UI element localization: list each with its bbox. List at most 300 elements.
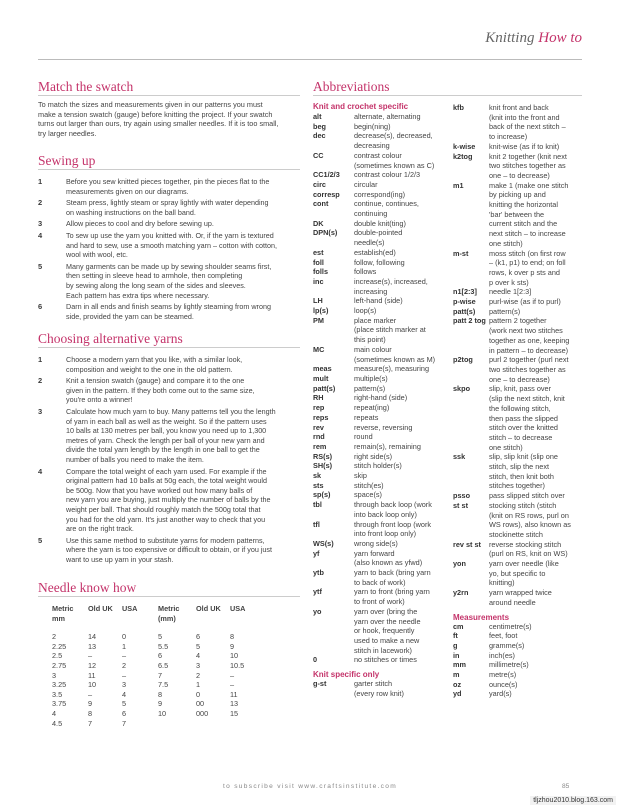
abbreviation-meaning — [489, 249, 566, 288]
needle-table-cell: – — [122, 670, 127, 680]
needle-table-cell: 10 — [158, 708, 167, 718]
abbreviation-meaning-line: follow, following — [354, 257, 405, 267]
abbreviation-term: patt(s) — [453, 306, 476, 316]
abbreviation-meaning-line: through back loop (work — [354, 500, 432, 510]
abbreviation-term: st st — [453, 500, 469, 510]
abbreviation-term: LH — [313, 296, 323, 306]
needle-table-cell: 2.75 — [52, 660, 67, 670]
abbreviation-meaning — [354, 393, 407, 403]
abbreviation-entry — [453, 559, 583, 588]
needle-table-cell: 1 — [122, 641, 127, 651]
abbreviation-meaning — [354, 403, 389, 413]
abbreviations-rule — [313, 95, 582, 96]
needle-table-cell: 4 — [196, 651, 201, 661]
abbreviation-meaning-line: two stitches together as — [489, 364, 566, 374]
needle-table-row — [52, 719, 260, 729]
list-item-line: new yarn you are buying, just multiply the number of balls by the — [66, 495, 271, 505]
abbreviation-meaning — [354, 122, 391, 132]
abbreviation-meaning-line: pattern(s) — [354, 383, 386, 393]
needle-table-row — [52, 690, 260, 700]
needle-table-cell: 8 — [158, 689, 163, 699]
abbreviation-term: kfb — [453, 103, 464, 112]
needle-table-cell: 7 — [158, 670, 163, 680]
abbreviation-entry — [313, 393, 447, 403]
abbreviation-meaning-line: begin(ning) — [354, 121, 391, 131]
needle-table-cell: 9 — [158, 699, 163, 709]
abbreviation-meaning-line: stitches together) — [489, 481, 545, 491]
abbreviation-term: ytf — [313, 587, 322, 597]
abbreviation-meaning-line: to back of work) — [354, 577, 406, 587]
abbreviation-entry — [313, 258, 447, 268]
needle-table-cell: 15 — [230, 708, 239, 718]
choosing-yarns-list — [38, 355, 308, 575]
abbreviation-meaning — [354, 277, 428, 296]
abbreviation-term: n1[2:3] — [453, 287, 477, 297]
abbreviation-meaning — [354, 296, 403, 306]
abbreviation-meaning-line: reverse stocking stitch — [489, 539, 562, 549]
abbreviation-entry — [313, 587, 447, 606]
needle-table-cell: 4 — [52, 708, 57, 718]
abbreviation-meaning-line: right-hand (side) — [354, 393, 408, 403]
abbreviation-term: MC — [313, 344, 325, 354]
needle-table-cell: 2.5 — [52, 651, 63, 661]
list-item-line: wool with wool, etc. — [66, 250, 128, 260]
abbreviation-meaning-line: or hook, frequently — [354, 626, 415, 636]
list-item-line: where the yarn is too expensive or difficult to obtain, or if you just — [66, 545, 273, 555]
list-item-line: Each pattern has extra tips where necessary. — [66, 290, 210, 300]
abbreviation-meaning-line: circular — [354, 179, 378, 189]
needle-column-header: Metric mm — [52, 604, 74, 623]
needle-table-cell: 3.25 — [52, 680, 67, 690]
list-item-line: Darn in all ends and finish seams by lightly steaming from wrong — [66, 302, 271, 312]
abbreviation-entry — [453, 641, 583, 651]
abbreviation-entry — [313, 423, 447, 433]
abbreviation-meaning — [354, 655, 417, 665]
needle-table-cell: 9 — [88, 699, 93, 709]
list-item-text — [66, 467, 306, 534]
list-item-line: be 500g. Now that you have worked out how many balls of — [66, 485, 253, 495]
abbreviation-entry — [313, 190, 447, 200]
abbreviation-entry — [313, 481, 447, 491]
needle-table-cell: 4 — [122, 689, 127, 699]
abbreviation-meaning-line: the following stitch, — [489, 403, 551, 413]
list-item-line: Before you sew knitted pieces together, pin the pieces flat to the — [66, 177, 270, 186]
list-item-text — [66, 262, 306, 300]
needle-table-cell: 5 — [158, 632, 163, 642]
abbreviation-term: lp(s) — [313, 306, 329, 316]
abbreviation-term: beg — [313, 121, 326, 131]
abbreviation-entry — [313, 539, 447, 549]
abbreviation-term: circ — [313, 179, 326, 189]
abbreviation-meaning — [354, 112, 421, 122]
list-item-line: original pattern had 10 balls at 50g each, the total weight would — [66, 476, 267, 486]
abbreviation-entry — [313, 500, 447, 519]
abbreviation-term: mult — [313, 373, 329, 383]
needle-table-cell: – — [88, 651, 93, 661]
abbreviation-entry — [313, 374, 447, 384]
list-item-text — [66, 355, 306, 374]
abbreviation-meaning-line: make 1 (make one stitch — [489, 180, 569, 190]
needle-table-cell: 11 — [230, 689, 238, 699]
abbreviation-entry — [453, 670, 583, 680]
abbreviation-meaning-line: multiple(s) — [354, 373, 388, 383]
abbreviation-meaning-line: no stitches or times — [354, 655, 417, 665]
list-item-line: Use this same method to substitute yarns for modern patterns, — [66, 535, 265, 545]
abbreviation-meaning-line: in pattern – to decrease) — [489, 345, 569, 355]
page-number: 85 — [562, 783, 570, 790]
needle-know-how-heading: Needle know how — [38, 580, 137, 595]
match-swatch-line: turns out larger than ours, try again using smaller needles. If it is too small, — [38, 119, 279, 129]
needle-table-cell: 9 — [230, 641, 235, 651]
abbreviation-meaning-line: place marker — [354, 315, 397, 325]
abbreviation-meaning-line: purl 2 together (purl next — [489, 355, 569, 365]
match-swatch-line: To match the sizes and measurements given in our patterns you must — [38, 100, 263, 109]
needle-table-row — [52, 709, 260, 719]
list-item-line: To sew up use the yarn you knitted with. Or, if the yarn is textured — [66, 231, 274, 240]
abbreviation-entry — [453, 680, 583, 690]
needle-table-cell: 3.75 — [52, 699, 67, 709]
abbreviation-term: rev — [313, 422, 324, 432]
needle-table-row — [52, 680, 260, 690]
abbreviation-meaning — [489, 355, 569, 384]
abbreviation-term: patt(s) — [313, 383, 336, 393]
abbreviation-meaning — [354, 364, 429, 374]
abbreviation-term: dec — [313, 131, 326, 141]
needle-table-cell: – — [122, 651, 127, 661]
abbreviation-entry — [453, 501, 583, 540]
list-item-text — [66, 231, 306, 260]
abbreviation-entry — [313, 452, 447, 462]
abbreviation-meaning-line: this point) — [354, 335, 386, 345]
list-item-line: want to use up yarn in your stash. — [66, 554, 174, 564]
abbreviation-meaning-line: right side(s) — [354, 451, 393, 461]
abbreviation-entry — [453, 452, 583, 491]
list-number: 4 — [38, 466, 43, 476]
list-number: 2 — [38, 198, 43, 208]
list-item-line: Steam press, lightly steam or spray lightly with water depending — [66, 198, 269, 208]
abbreviation-term: mm — [453, 660, 466, 670]
abbreviation-entry — [453, 622, 583, 632]
abbreviation-meaning — [489, 452, 558, 491]
abbreviation-meaning — [354, 442, 421, 452]
abbreviation-meaning — [489, 384, 565, 452]
list-number: 5 — [38, 535, 43, 545]
abbreviation-term: cont — [313, 199, 329, 209]
abbreviation-term: yo — [313, 606, 322, 616]
needle-table-cell: 2.25 — [52, 641, 67, 651]
match-swatch-heading: Match the swatch — [38, 79, 134, 94]
abbreviation-meaning-line: wrong side(s) — [354, 538, 398, 548]
abbreviation-meaning — [354, 423, 412, 433]
list-item-line: composition and weight to the one in the old pattern. — [66, 364, 233, 374]
page-footer — [0, 783, 620, 790]
abbreviation-entry — [313, 122, 447, 132]
abbreviation-entry — [313, 607, 447, 656]
list-item-line: Knit a tension swatch (gauge) and compare it to the one — [66, 376, 245, 386]
abbreviation-term: sp(s) — [313, 490, 331, 500]
abbreviation-entry — [313, 549, 447, 568]
list-item-line: Choose a modern yarn that you like, with a similar look, — [66, 355, 243, 364]
abbreviation-meaning — [354, 199, 419, 218]
abbreviation-meaning-line: WS rows), also known as — [489, 520, 571, 530]
needle-table-cell: 10 — [88, 680, 97, 690]
abbreviation-entry — [453, 307, 583, 317]
abbreviation-meaning-line: yarn forward — [354, 548, 395, 558]
list-item-line: you had for the old yarn. It's just another way to check that you — [66, 514, 266, 524]
abbreviation-entry — [313, 306, 447, 316]
needle-column-header: USA — [122, 604, 138, 613]
list-item-text — [66, 302, 306, 321]
needle-table-cell: 6 — [196, 632, 201, 642]
abbreviation-term: 0 — [313, 655, 318, 665]
abbreviation-meaning-line: (work next two stitches — [489, 326, 563, 336]
abbreviation-entry — [453, 249, 583, 288]
abbreviation-entry — [453, 660, 583, 670]
abbreviation-meaning-line: main colour — [354, 344, 392, 354]
match-swatch-line: try larger needles. — [38, 128, 97, 138]
needle-table-header — [52, 604, 260, 632]
abbreviation-term: est — [313, 247, 324, 257]
needle-table-cell: 0 — [196, 689, 201, 699]
abbreviation-meaning-line: then pass the slipped — [489, 413, 558, 423]
needle-table-row — [52, 632, 260, 642]
abbreviation-meaning-line: into front loop only) — [354, 529, 417, 539]
abbreviation-meaning — [489, 680, 517, 690]
sewing-up-rule — [38, 169, 300, 170]
abbreviation-meaning-line: rows, k over p sts and — [489, 267, 560, 277]
abbreviation-meaning-line: together as one, keeping — [489, 335, 570, 345]
abbreviation-term: k-wise — [453, 141, 476, 151]
abbreviation-entry — [453, 631, 583, 641]
abbreviation-meaning-line: repeats — [354, 412, 379, 422]
abbreviation-meaning — [489, 622, 532, 632]
abbreviation-meaning — [489, 651, 515, 661]
abbreviation-meaning-line: loop(s) — [354, 306, 377, 316]
list-item-line: number of balls you need to make the item. — [66, 454, 204, 464]
needle-table-cell: 12 — [88, 660, 97, 670]
abbreviation-meaning-line: (place stitch marker at — [354, 325, 426, 335]
needle-table-row — [52, 699, 260, 709]
abbreviation-meaning — [354, 190, 405, 200]
abbreviation-meaning — [354, 587, 430, 606]
abbreviation-entry — [313, 679, 447, 698]
abbreviation-entry — [313, 364, 447, 374]
abbreviation-meaning-line: (purl on RS, knit on WS) — [489, 549, 568, 559]
abbreviation-entry — [453, 355, 583, 384]
abbreviation-meaning — [354, 549, 422, 568]
abbreviation-meaning-line: gramme(s) — [489, 640, 525, 650]
abbreviation-entry — [453, 152, 583, 181]
list-number: 1 — [38, 355, 43, 364]
list-item-line: of yarn in each ball as well as the weight. So if the pattern uses — [66, 416, 267, 426]
abbreviation-meaning-line: left-hand (side) — [354, 296, 403, 306]
needle-table-row — [52, 651, 260, 661]
abbreviation-term: m1 — [453, 180, 464, 190]
needle-size-table — [52, 604, 260, 728]
sewing-up-heading: Sewing up — [38, 153, 96, 168]
abbreviation-meaning-line: used to make a new — [354, 635, 420, 645]
abbreviation-meaning-line: slip, slip knit (slip one — [489, 452, 558, 462]
abbreviation-meaning-line: yarn over the needle — [354, 616, 421, 626]
abbreviation-meaning — [354, 432, 373, 442]
abbreviation-entry — [313, 219, 447, 229]
abbreviation-term: sts — [313, 480, 324, 490]
abbreviation-meaning — [489, 689, 512, 699]
needle-table-row — [52, 671, 260, 681]
abbreviation-meaning-line: knit-wise (as if to knit) — [489, 141, 560, 151]
abbreviation-meaning-line: knitting the horizontal — [489, 200, 558, 210]
abbreviation-meaning-line: stockinette stitch — [489, 529, 543, 539]
abbreviation-entry — [313, 296, 447, 306]
abbreviation-meaning-line: yarn to back (bring yarn — [354, 568, 431, 578]
abbreviation-meaning — [354, 267, 376, 277]
abbreviation-meaning — [489, 287, 531, 297]
needle-column-header: USA — [230, 604, 246, 613]
needle-table-cell: 7.5 — [158, 680, 169, 690]
abbreviation-entry — [313, 568, 447, 587]
needle-table-cell: 5 — [196, 641, 201, 651]
abbreviation-meaning — [354, 306, 376, 316]
abbreviation-meaning — [354, 248, 396, 258]
abbreviation-meaning-line: continue, continues, — [354, 199, 419, 209]
abbreviation-meaning-line: repeat(ing) — [354, 403, 390, 413]
abbreviation-term: patt 2 tog — [453, 316, 486, 326]
abbreviation-meaning-line: one stitch) — [489, 238, 523, 248]
choosing-yarns-rule — [38, 347, 300, 348]
abbreviation-meaning-line: (every row knit) — [354, 688, 404, 698]
abbreviation-term: ft — [453, 631, 458, 641]
abbreviation-term: DPN(s) — [313, 228, 338, 238]
abbreviation-meaning-line: contrast colour — [354, 150, 402, 160]
abbreviation-meaning-line: stitch in lacework) — [354, 645, 412, 655]
abbreviation-term: p-wise — [453, 297, 476, 307]
abbreviation-term: SH(s) — [313, 461, 333, 471]
abbreviation-meaning — [489, 660, 529, 670]
abbreviation-entry — [313, 461, 447, 471]
header-divider — [38, 59, 582, 60]
needle-table-cell: 6 — [122, 708, 127, 718]
needle-column-header: Old UK — [88, 604, 113, 613]
needle-table-cell: – — [88, 689, 93, 699]
abbreviation-term: tbl — [313, 500, 322, 510]
abbreviation-meaning — [354, 539, 398, 549]
abbreviation-meaning-line: – (k1, p1) to end; on foll — [489, 258, 566, 268]
abbreviation-meaning-line: contrast colour 1/2/3 — [354, 170, 421, 180]
abbreviation-meaning-line: increase(s), increased, — [354, 276, 428, 286]
abbreviation-entry — [453, 142, 583, 152]
abbreviation-meaning — [354, 131, 433, 150]
list-number: 3 — [38, 407, 43, 416]
abbreviation-term: CC1/2/3 — [313, 170, 340, 180]
abbreviation-meaning-line: into back loop only) — [354, 509, 417, 519]
abbreviation-meaning-line: knitting) — [489, 578, 515, 588]
list-number: 3 — [38, 219, 43, 229]
abbreviation-entry — [453, 588, 583, 607]
abbreviation-term: RS(s) — [313, 451, 333, 461]
abbreviation-meaning-line: space(s) — [354, 490, 382, 500]
needle-table-cell: 3 — [196, 660, 201, 670]
match-swatch-text — [38, 100, 303, 138]
abbreviation-entry — [313, 471, 447, 481]
abbreviation-meaning-line: pattern 2 together — [489, 316, 547, 326]
abbreviation-meaning — [354, 170, 420, 180]
abbreviation-meaning-line: garter stitch — [354, 679, 393, 689]
list-item-line: then setting in sleeve head to armhole, then completing — [66, 271, 243, 281]
abbreviation-entry — [313, 316, 447, 345]
abbreviation-meaning-line: yarn wrapped twice — [489, 588, 552, 598]
abbreviation-meaning-line: continuing — [354, 209, 388, 219]
abbreviations-column-1 — [313, 102, 447, 698]
abbreviation-meaning — [354, 452, 392, 462]
abbreviation-meaning-line: moss stitch (on first row — [489, 248, 566, 258]
needle-table-row — [52, 642, 260, 652]
abbreviation-entry — [453, 651, 583, 661]
needle-table-cell: 14 — [88, 632, 97, 642]
match-swatch-rule — [38, 95, 300, 96]
abbreviation-meaning — [489, 316, 569, 355]
abbreviation-term: foll — [313, 257, 324, 267]
abbreviation-entry — [313, 403, 447, 413]
abbreviation-entry — [313, 151, 447, 170]
match-swatch-line: make a tension swatch (gauge) before knitting the project. If your swatch — [38, 109, 273, 119]
list-item-line: on washing instructions on the ball band. — [66, 207, 196, 217]
abbreviation-term: rem — [313, 441, 327, 451]
needle-table-cell — [230, 719, 260, 729]
abbreviation-meaning-line: back of the next stitch – — [489, 122, 566, 132]
list-item-line: are on the right track. — [66, 524, 134, 534]
header-title-knitting: Knitting — [485, 30, 535, 46]
choosing-yarns-heading: Choosing alternative yarns — [38, 331, 183, 346]
abbreviation-term: oz — [453, 679, 462, 689]
abbreviation-meaning-line: stitch – to decrease — [489, 432, 553, 442]
abbreviation-meaning-line: purl-wise (as if to purl) — [489, 297, 561, 307]
abbreviation-term: k2tog — [453, 151, 473, 161]
abbreviation-meaning-line: correspond(ing) — [354, 189, 406, 199]
abbreviation-entry — [453, 316, 583, 355]
abbreviation-term: cm — [453, 621, 464, 631]
abbreviation-meaning-line: slip, knit, pass over — [489, 384, 552, 394]
abbreviation-meaning — [489, 501, 571, 540]
abbreviation-meaning — [354, 219, 406, 229]
abbreviation-term: PM — [313, 315, 324, 325]
needle-table-cell: 2 — [52, 632, 57, 642]
abbreviation-entry — [313, 170, 447, 180]
abbreviation-meaning — [354, 568, 431, 587]
abbreviation-meaning-line: to front of work) — [354, 597, 405, 607]
abbreviation-meaning — [489, 491, 565, 501]
abbreviation-term: yd — [453, 689, 462, 699]
needle-table-cell: 3 — [122, 680, 127, 690]
abbreviation-meaning-line: by picking up and — [489, 190, 546, 200]
abbreviation-meaning — [354, 258, 405, 268]
abbreviation-term: corresp — [313, 189, 340, 199]
abbreviation-term: ytb — [313, 568, 324, 578]
abbreviation-meaning-line: inch(es) — [489, 650, 515, 660]
abbreviation-meaning-line: stitch, slip the next — [489, 462, 550, 472]
abbreviation-meaning-line: stitch over the knitted — [489, 423, 558, 433]
abbreviation-term: g-st — [313, 679, 327, 689]
abbreviation-meaning — [354, 384, 385, 394]
list-item-text — [66, 376, 306, 405]
needle-table-cell: 3 — [52, 670, 57, 680]
abbreviation-meaning — [489, 297, 561, 307]
abbreviation-meaning-line: p over k sts) — [489, 277, 529, 287]
list-item-line: and hard to sew, use a smooth matching yarn – cotton with cotton, — [66, 240, 277, 250]
abbreviation-term: sk — [313, 471, 322, 481]
abbreviation-meaning — [489, 103, 566, 142]
abbreviation-term: RH — [313, 393, 324, 403]
abbreviation-term: alt — [313, 112, 322, 121]
